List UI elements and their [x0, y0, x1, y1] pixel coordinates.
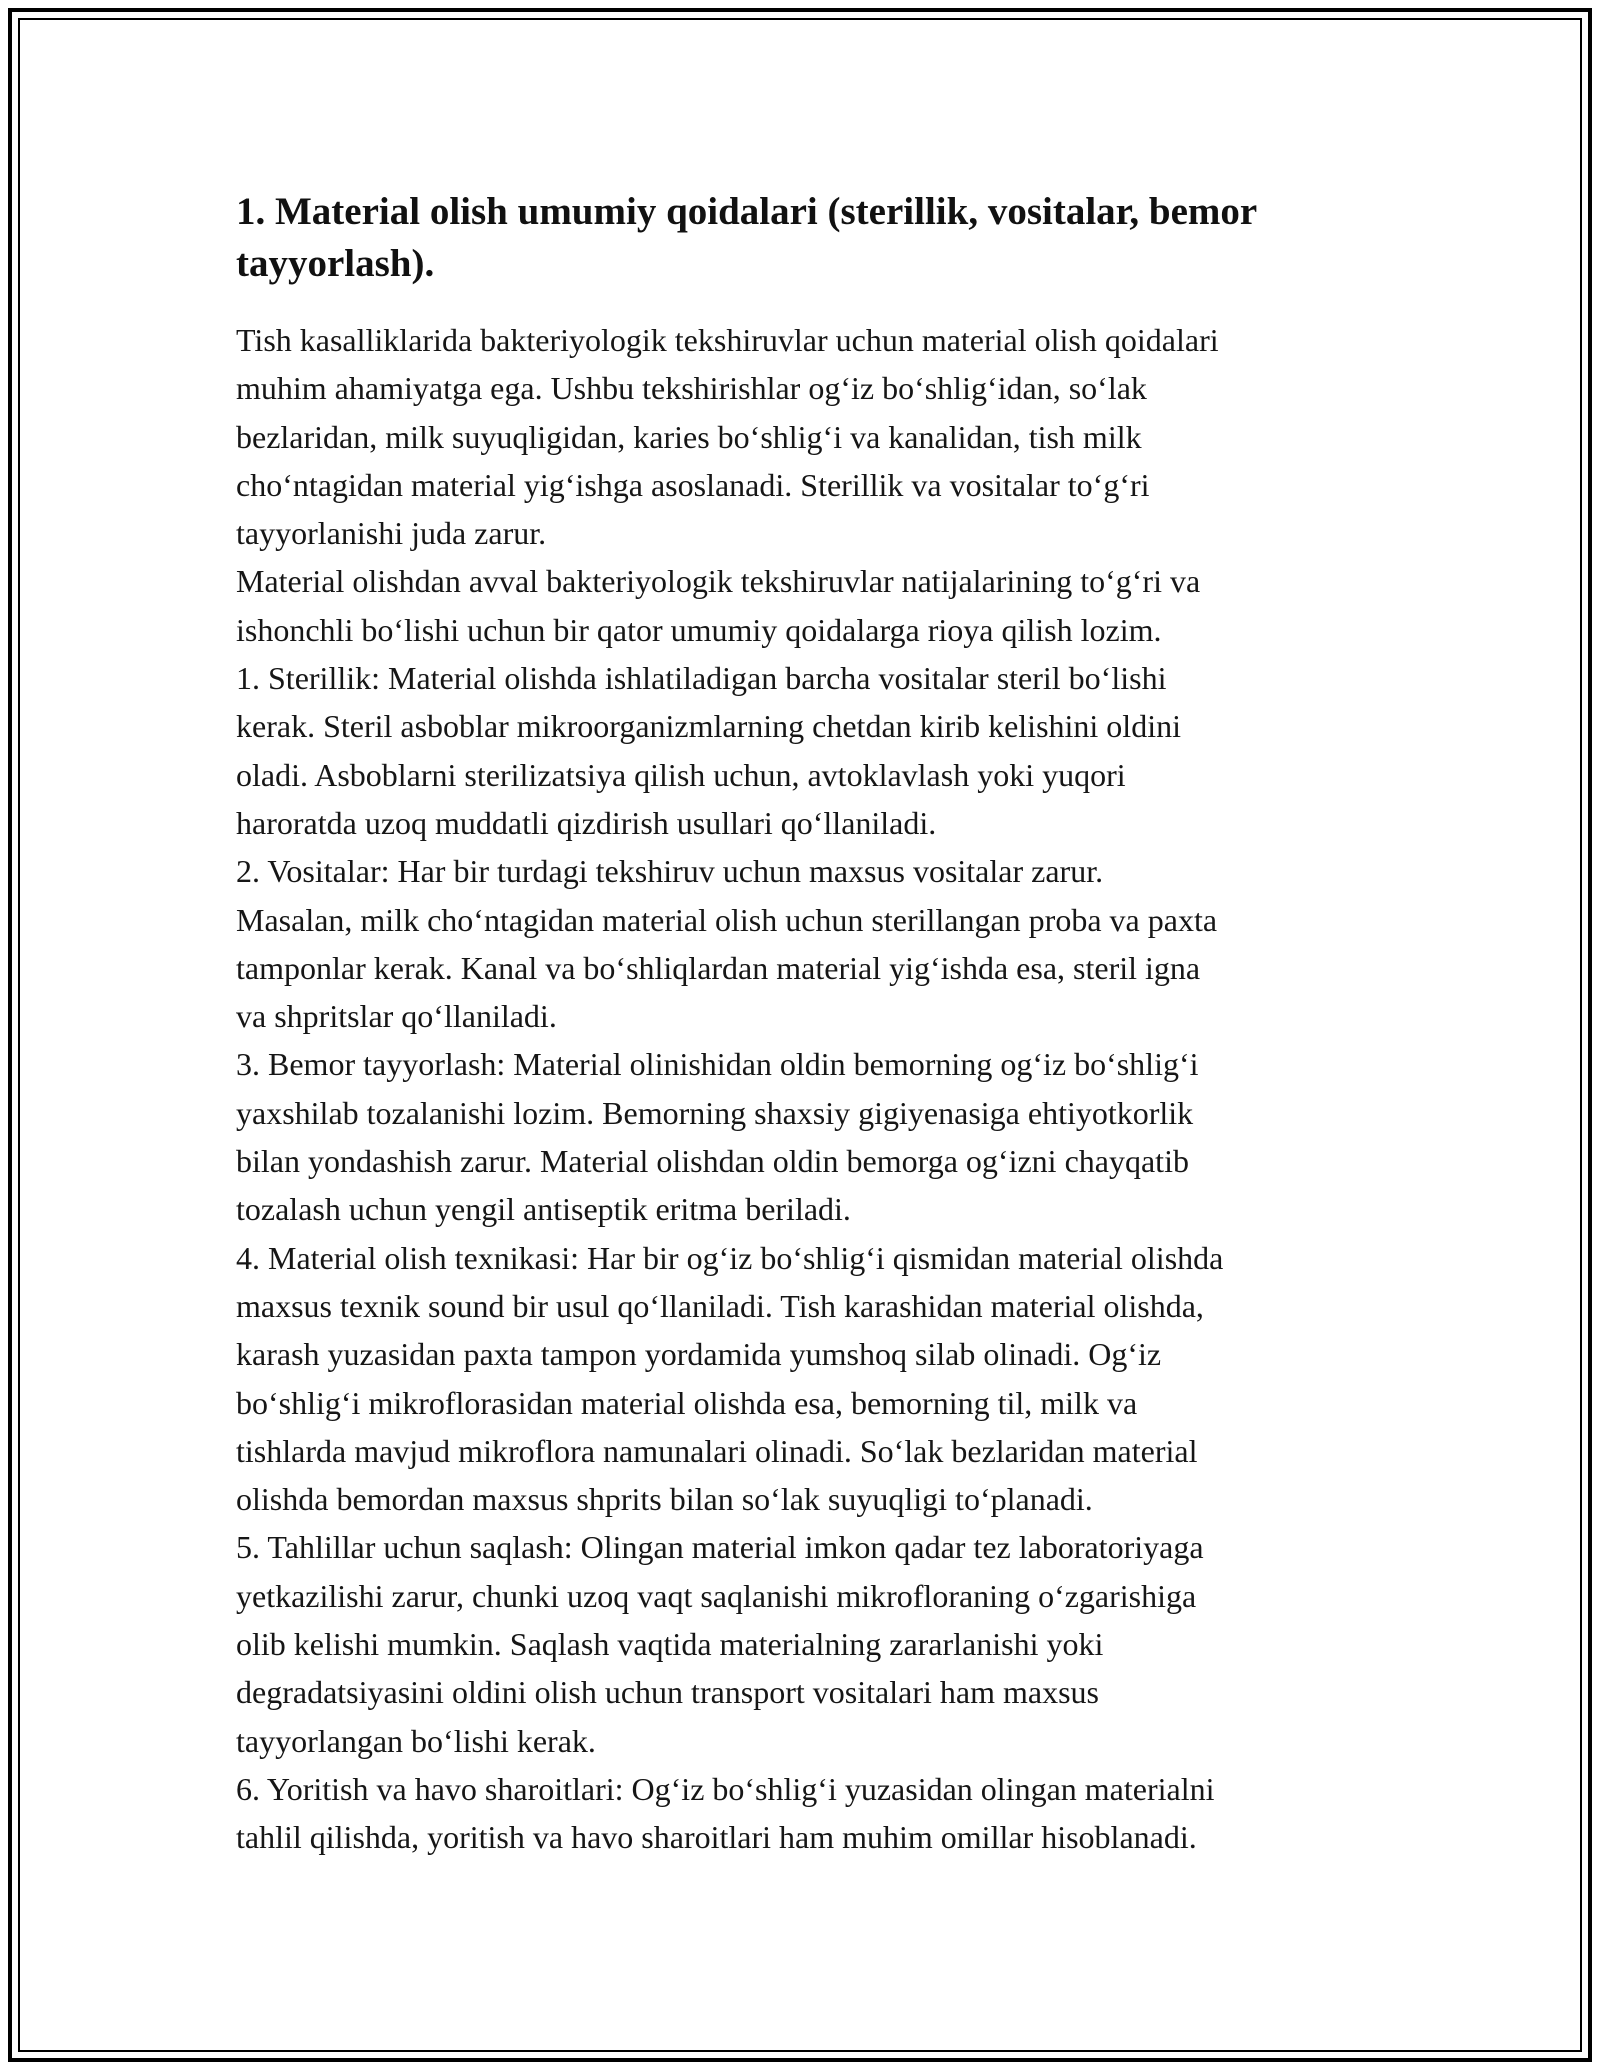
body-text-line: tayyorlangan bo‘lishi kerak.	[236, 1722, 596, 1759]
body-text	[236, 316, 1386, 1862]
body-text-line: oladi. Asboblarni sterilizatsiya qilish uchun, avtoklavlash yoki yuqori	[236, 756, 1126, 793]
body-text-line: bezlaridan, milk suyuqligidan, karies bo‘shlig‘i va kanalidan, tish milk	[236, 418, 1142, 455]
body-text-line: yaxshilab tozalanishi lozim. Bemorning shaxsiy gigiyenasiga ehtiyotkorlik	[236, 1094, 1194, 1131]
heading-line: 1. Material olish umumiy qoidalari (sterillik, vositalar, bemor	[236, 190, 1258, 233]
body-text-line: bo‘shlig‘i mikroflorasidan material olishda esa, bemorning til, milk va	[236, 1384, 1138, 1421]
body-text-line: kerak. Steril asboblar mikroorganizmlarning chetdan kirib kelishini oldini	[236, 708, 1181, 745]
body-text-line: tozalash uchun yengil antiseptik eritma beriladi.	[236, 1191, 851, 1228]
body-text-line: Masalan, milk cho‘ntagidan material olish uchun sterillangan proba va paxta	[236, 901, 1218, 938]
body-text-line: cho‘ntagidan material yig‘ishga asoslanadi. Sterillik va vositalar to‘g‘ri	[236, 466, 1150, 503]
body-text-line: tayyorlanishi juda zarur.	[236, 515, 547, 552]
body-text-line: 3. Bemor tayyorlash: Material olinishidan oldin bemorning og‘iz bo‘shlig‘i	[236, 1046, 1199, 1083]
document-body	[236, 186, 1386, 1862]
body-text-line: bilan yondashish zarur. Material olishdan oldin bemorga og‘izni chayqatib	[236, 1143, 1189, 1180]
body-text-line: ishonchli bo‘lishi uchun bir qator umumiy qoidalarga rioya qilish lozim.	[236, 611, 1162, 648]
section-heading	[236, 186, 1386, 290]
body-text-line: yetkazilishi zarur, chunki uzoq vaqt saqlanishi mikrofloraning o‘zgarishiga	[236, 1577, 1197, 1614]
body-text-line: tahlil qilishda, yoritish va havo sharoitlari ham muhim omillar hisoblanadi.	[236, 1819, 1197, 1856]
body-text-line: 6. Yoritish va havo sharoitlari: Og‘iz bo‘shlig‘i yuzasidan olingan materialni	[236, 1770, 1215, 1807]
body-text-line: degradatsiyasini oldini olish uchun transport vositalari ham maxsus	[236, 1674, 1099, 1711]
body-text-line: maxsus texnik sound bir usul qo‘llaniladi. Tish karashidan material olishda,	[236, 1287, 1204, 1324]
body-text-line: olib kelishi mumkin. Saqlash vaqtida materialning zararlanishi yoki	[236, 1626, 1104, 1663]
body-text-line: tamponlar kerak. Kanal va bo‘shliqlardan material yig‘ishda esa, steril igna	[236, 949, 1201, 986]
body-text-line: olishda bemordan maxsus shprits bilan so‘lak suyuqligi to‘planadi.	[236, 1481, 1093, 1518]
body-text-line: haroratda uzoq muddatli qizdirish usullari qo‘llaniladi.	[236, 804, 937, 841]
heading-line: tayyorlash).	[236, 242, 435, 285]
body-text-line: 5. Tahlillar uchun saqlash: Olingan material imkon qadar tez laboratoriyaga	[236, 1529, 1204, 1566]
body-text-line: va shpritslar qo‘llaniladi.	[236, 998, 557, 1035]
body-text-line: 2. Vositalar: Har bir turdagi tekshiruv uchun maxsus vositalar zarur.	[236, 853, 1104, 890]
body-text-line: muhim ahamiyatga ega. Ushbu tekshirishlar og‘iz bo‘shlig‘idan, so‘lak	[236, 370, 1147, 407]
body-text-line: Tish kasalliklarida bakteriyologik tekshiruvlar uchun material olish qoidalari	[236, 322, 1219, 358]
body-text-line: Material olishdan avval bakteriyologik tekshiruvlar natijalarining to‘g‘ri va	[236, 563, 1201, 600]
body-text-line: 4. Material olish texnikasi: Har bir og‘iz bo‘shlig‘i qismidan material olishda	[236, 1239, 1224, 1276]
body-text-line: tishlarda mavjud mikroflora namunalari olinadi. So‘lak bezlaridan material	[236, 1432, 1198, 1469]
body-text-line: karash yuzasidan paxta tampon yordamida yumshoq silab olinadi. Og‘iz	[236, 1336, 1162, 1373]
body-text-line: 1. Sterillik: Material olishda ishlatiladigan barcha vositalar steril bo‘lishi	[236, 660, 1167, 697]
